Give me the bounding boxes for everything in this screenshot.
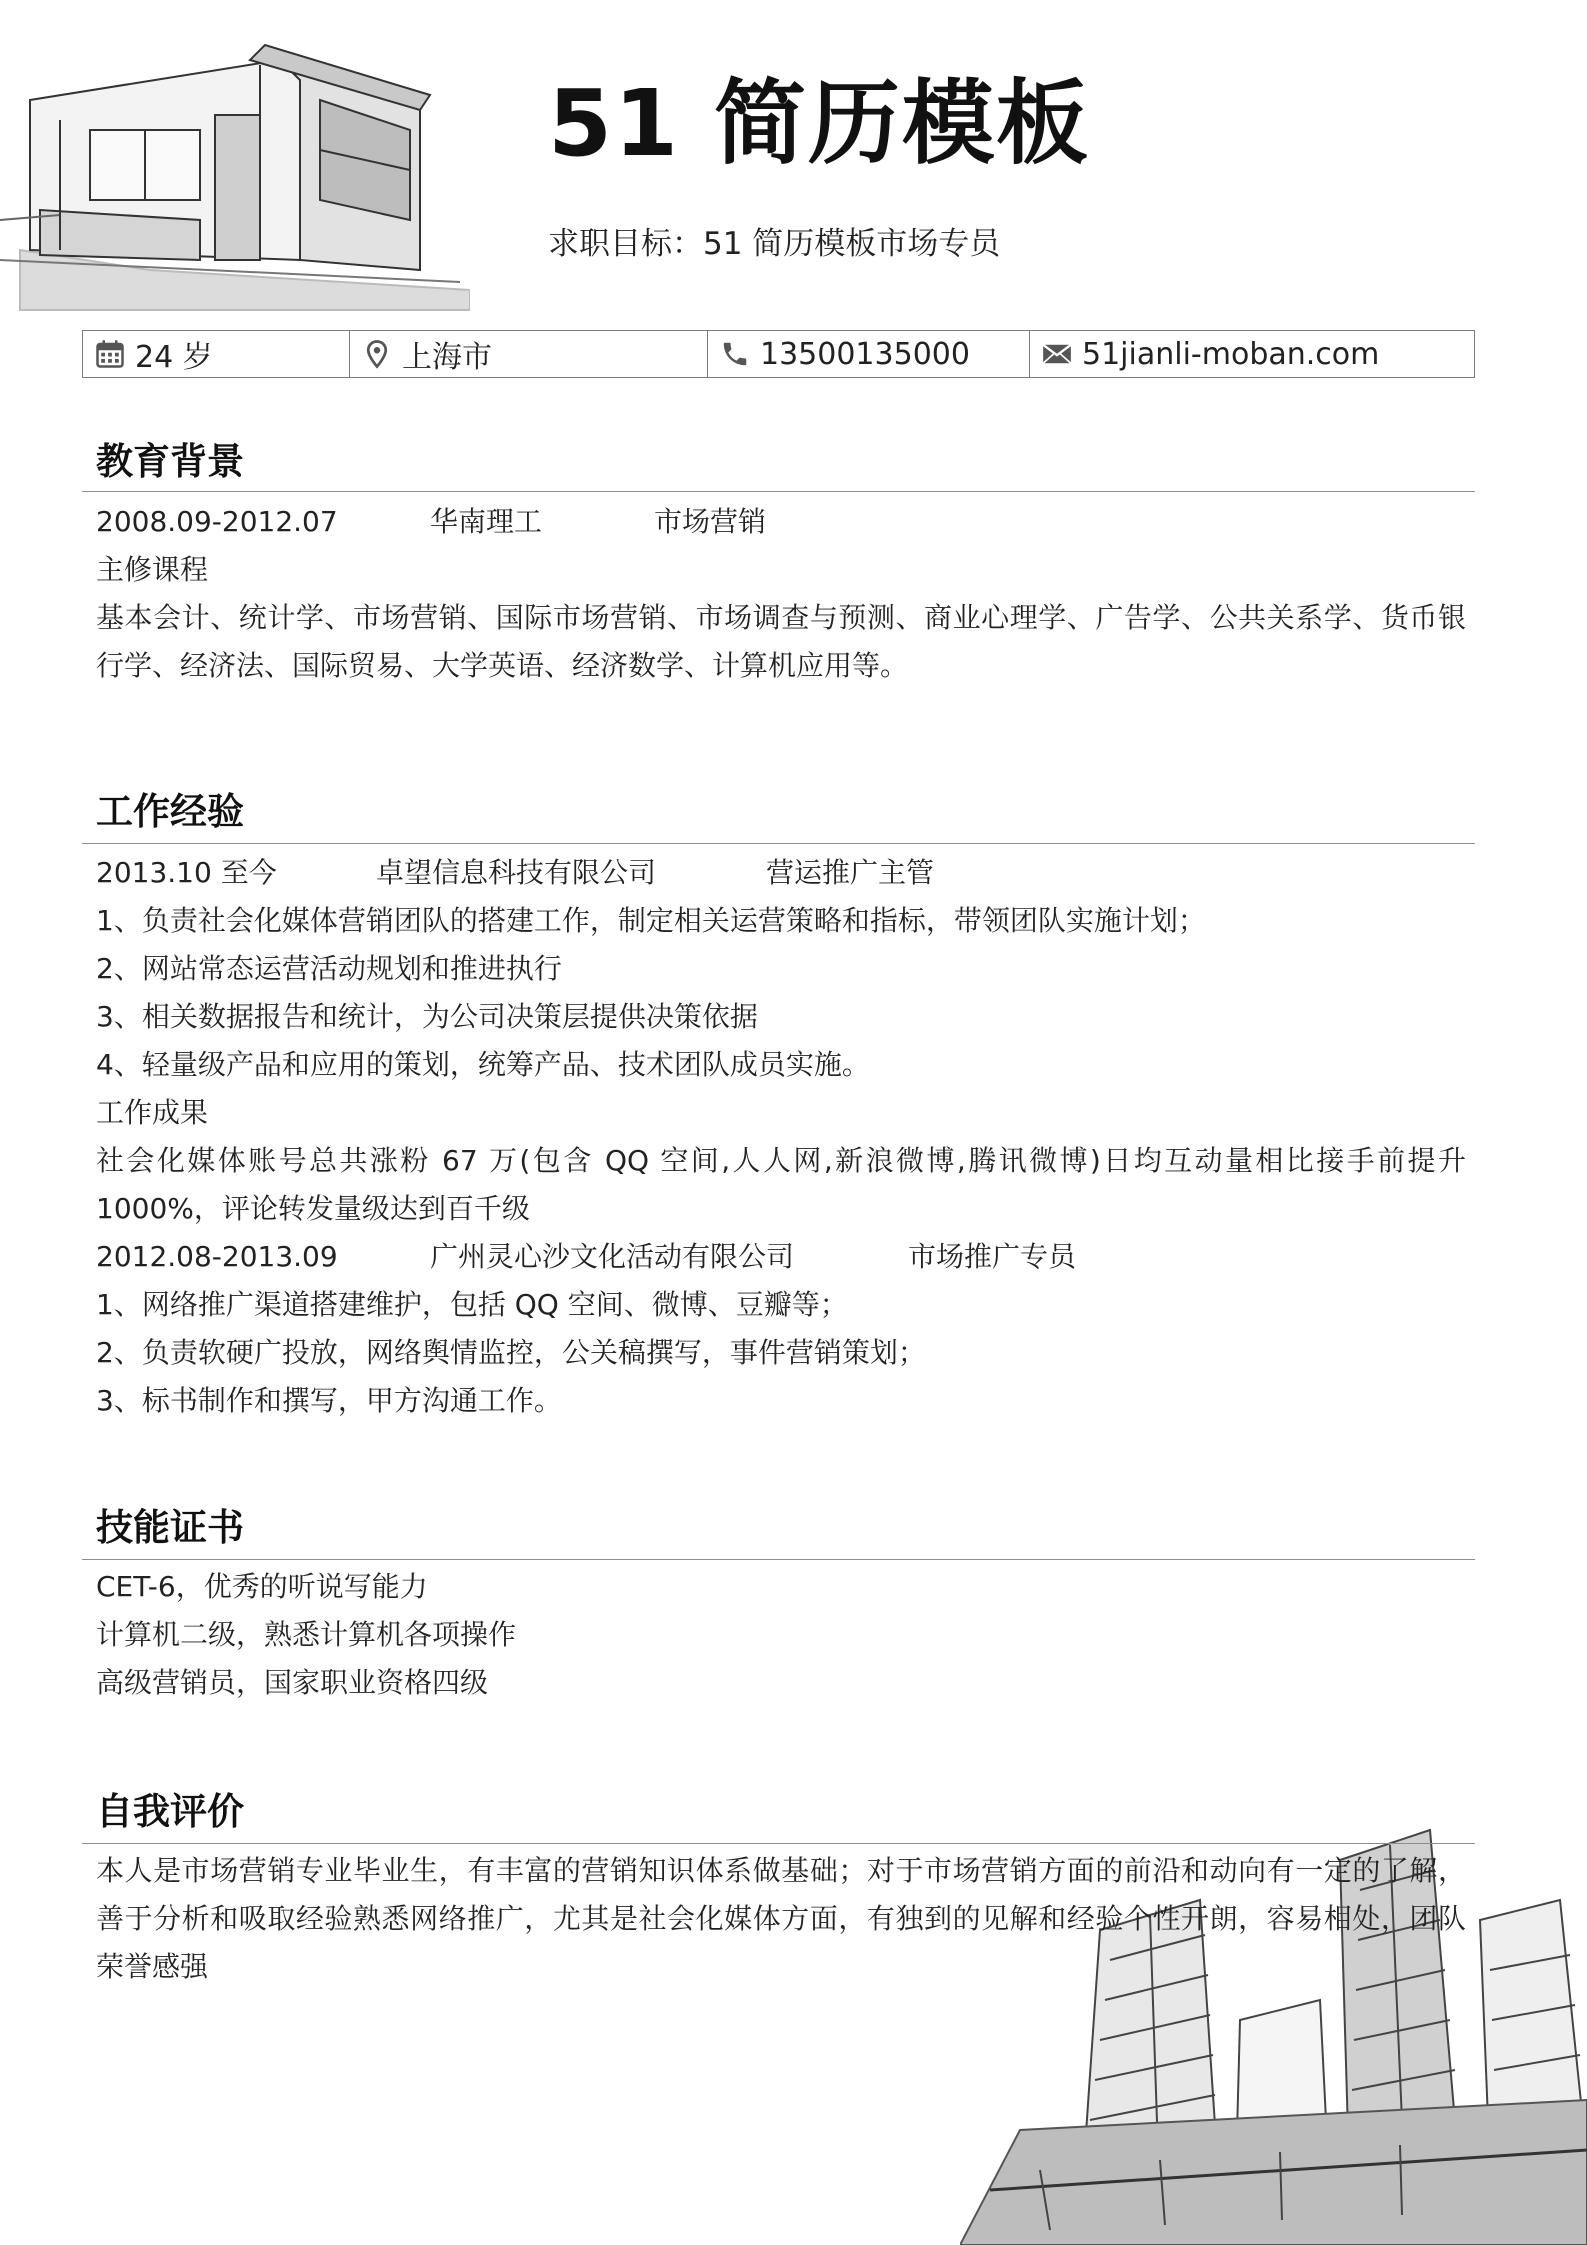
- job-company: 卓望信息科技有限公司: [376, 856, 657, 889]
- job-position: 营运推广主管: [766, 856, 935, 889]
- job-row: [96, 849, 934, 897]
- skill-item: CET-6，优秀的听说写能力: [96, 1570, 428, 1603]
- courses-text: 基本会计、统计学、市场营销、国际市场营销、市场调查与预测、商业心理学、广告学、公共关系学、货币银行学、经济法、国际贸易、大学英语、经济数学、计算机应用等。: [96, 601, 1466, 682]
- location-pin-icon: [362, 339, 392, 369]
- job-period: 2012.08-2013.09: [96, 1240, 338, 1273]
- work-divider: [82, 843, 1475, 844]
- education-school: 华南理工: [430, 505, 543, 538]
- work-section-title: 工作经验: [96, 790, 244, 833]
- education-period: 2008.09-2012.07: [96, 505, 338, 538]
- calendar-icon: [95, 339, 125, 369]
- skill-item: 高级营销员，国家职业资格四级: [96, 1666, 489, 1699]
- age-cell: [83, 331, 349, 377]
- education-section-title: 教育背景: [96, 440, 244, 483]
- job-duty-item: 1、网络推广渠道搭建维护，包括 QQ 空间、微博、豆瓣等；: [96, 1288, 848, 1321]
- education-row: [96, 498, 766, 546]
- education-divider: [82, 491, 1475, 492]
- job-duty-item: 3、标书制作和撰写，甲方沟通工作。: [96, 1384, 562, 1417]
- email-text: 51jianli-moban.com: [1082, 336, 1380, 372]
- self-eval-text: 本人是市场营销专业毕业生，有丰富的营销知识体系做基础；对于市场营销方面的前沿和动向有一定的了解，善于分析和吸取经验熟悉网络推广，尤其是社会化媒体方面，有独到的见解和经验个性开朗，容易相处，团队荣誉感强: [96, 1854, 1466, 1983]
- skills-divider: [82, 1559, 1475, 1560]
- job-period: 2013.10 至今: [96, 856, 277, 889]
- contact-info-bar: [82, 330, 1475, 378]
- phone-text: 13500135000: [760, 336, 970, 372]
- education-major: 市场营销: [654, 505, 767, 538]
- age-text: 24 岁: [135, 340, 213, 375]
- job-company: 广州灵心沙文化活动有限公司: [430, 1240, 795, 1273]
- results-text: 社会化媒体账号总共涨粉 67 万(包含 QQ 空间,人人网,新浪微博,腾讯微博)日均互动量相比接手前提升 1000%，评论转发量级达到百千级: [96, 1144, 1466, 1225]
- job-objective: 求职目标：51 简历模板市场专员: [548, 226, 1001, 262]
- phone-cell: [707, 331, 1029, 377]
- results-label: 工作成果: [96, 1096, 209, 1129]
- house-sketch-illustration: [0, 20, 470, 320]
- job-duty-item: 2、网站常态运营活动规划和推进执行: [96, 952, 562, 985]
- skills-section-title: 技能证书: [96, 1506, 244, 1549]
- self-eval-section-title: 自我评价: [96, 1790, 244, 1833]
- job-duty-item: 4、轻量级产品和应用的策划，统筹产品、技术团队成员实施。: [96, 1048, 870, 1081]
- email-cell: [1029, 331, 1474, 377]
- job-duty-item: 3、相关数据报告和统计，为公司决策层提供决策依据: [96, 1000, 758, 1033]
- city-cell: [349, 331, 707, 377]
- self-eval-divider: [82, 1843, 1475, 1844]
- city-text: 上海市: [402, 340, 492, 375]
- courses-label: 主修课程: [96, 553, 209, 586]
- job-duty-item: 2、负责软硬广投放，网络舆情监控，公关稿撰写，事件营销策划；: [96, 1336, 926, 1369]
- phone-icon: [720, 339, 750, 369]
- job-row: [96, 1233, 1076, 1281]
- skill-item: 计算机二级，熟悉计算机各项操作: [96, 1618, 517, 1651]
- envelope-icon: [1042, 342, 1072, 366]
- job-duty-item: 1、负责社会化媒体营销团队的搭建工作，制定相关运营策略和指标，带领团队实施计划；: [96, 904, 1206, 937]
- candidate-name: 51 简历模板: [548, 70, 1091, 177]
- job-position: 市场推广专员: [908, 1240, 1077, 1273]
